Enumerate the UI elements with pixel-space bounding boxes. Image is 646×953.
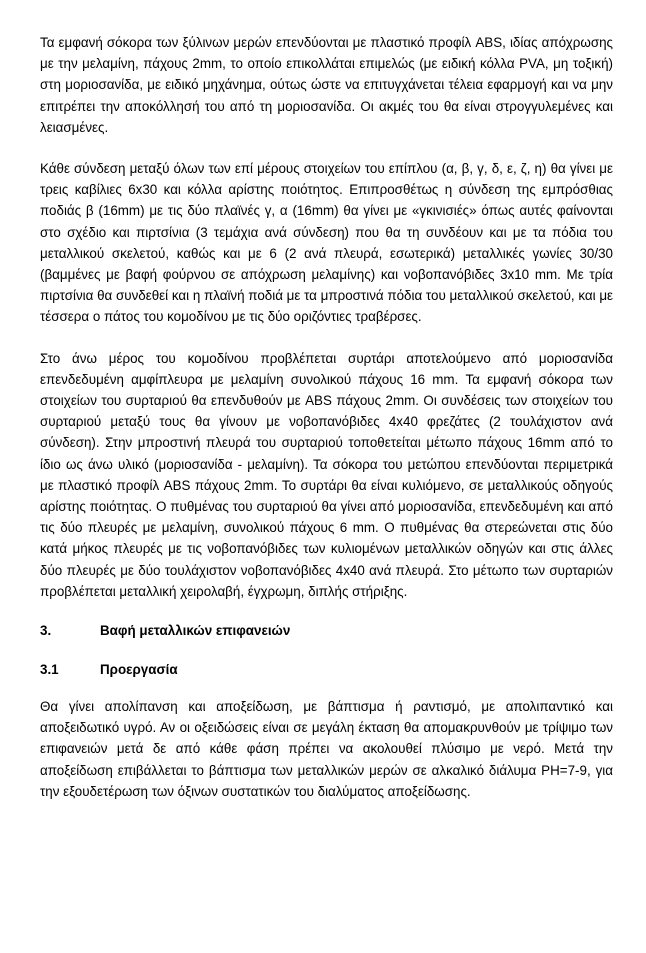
document-page (40, 32, 613, 802)
subsection-number: 3.1 (40, 662, 59, 678)
paragraph-abs-edging: Τα εμφανή σόκορα των ξύλινων μερών επενδύονται με πλαστικό προφίλ ABS, ιδίας απόχρωσης με την μελαμίνη, πάχους 2mm, το οποίο επικολλάται επιμελώς (με ειδική κόλλα PVA, μη τοξική) στη μοριοσανίδα, με ειδικό μηχάνημα, ούτως ώστε να επιτυγχάνεται τέλεια εφαρμογή και να μην επιτρέπει την αποκόλλησή του από τη μοριοσανίδα. Οι ακμές του θα είναι στρογγυλεμένες και λειασμένες. (40, 35, 613, 135)
subsection-heading (40, 659, 613, 680)
paragraph-preparation: Θα γίνει απολίπανση και αποξείδωση, με βάπτισμα ή ραντισμό, με απολιπαντικό και αποξειδωτικό υγρό. Αν οι οξειδώσεις είναι σε μεγάλη έκταση θα απομακρυνθούν με τρίψιμο των επιφανειών μετά δε από κάθε φάση πρέπει να ακολουθεί πλύσιμο με νερό. Μετά την αποξείδωση επιβάλλεται το βάπτισμα των μεταλλικών μερών σε αλκαλικό διάλυμα PH=7-9, για την εξουδετέρωση των όξινων συστατικών του διαλύματος αποξείδωσης. (40, 699, 613, 799)
section-heading (40, 620, 613, 641)
subsection-title: Προεργασία (100, 662, 178, 678)
section-title: Βαφή μεταλλικών επιφανειών (100, 623, 291, 639)
paragraph-joints: Κάθε σύνδεση μεταξύ όλων των επί μέρους στοιχείων του επίπλου (α, β, γ, δ, ε, ζ, η) θα γίνει με τρεις καβίλιες 6x30 και κόλλα αρίστης ποιότητος. Επιπροσθέτως η σύνδεση της εμπρόσθιας ποδιάς β (16mm) με τις δύο πλαϊνές γ, α (16mm) θα γίνει με «γκινισιές» όπως αυτές φαίνονται στο σχέδιο και πιρτσίνια (3 τεμάχια ανά σύνδεση) που θα τη συνδέουν και με τα πόδια του μεταλλικού σκελετού, καθώς και με 6 (2 ανά πλευρά, εσωτερικά) μεταλλικές γωνίες 30/30 (βαμμένες με βαφή φούρνου σε απόχρωση μελαμίνης) και νοβοπανόβιδες 3x10 mm. Με τρία πιρτσίνια θα συνδεθεί και η πλαϊνή ποδιά με τα μπροστινά πόδια του μεταλλικού σκελετού, και με τέσσερα ο πάτος του κομοδίνου με τις δύο οριζόντιες τραβέρσες. (40, 161, 613, 325)
section-number: 3. (40, 623, 52, 639)
paragraph-drawer: Στο άνω μέρος του κομοδίνου προβλέπεται συρτάρι αποτελούμενο από μοριοσανίδα επενδεδυμένη αμφίπλευρα με μελαμίνη συνολικού πάχους 16 mm. Τα εμφανή σόκορα των στοιχείων του συρταριού θα επενδυθούν με ABS πάχους 2mm. Οι συνδέσεις των στοιχείων του συρταριού μεταξύ τους θα γίνουν με νοβοπανόβιδες 4x40 φρεζάτες (2 τουλάχιστον ανά σύνδεση). Στην μπροστινή πλευρά του συρταριού τοποθετείται μέτωπο πάχους 16mm από το ίδιο ως άνω υλικό (μοριοσανίδα - μελαμίνη). Τα σόκορα του μετώπου επενδύονται περιμετρικά με πλαστικό προφίλ ABS πάχους 2mm. Το συρτάρι θα είναι κυλιόμενο, σε μεταλλικούς οδηγούς αρίστης ποιότητας. Ο πυθμένας του συρταριού θα γίνει από μοριοσανίδα, επενδεδυμένη και από τις δύο πλευρές με μελαμίνη, συνολικού πάχους 6 mm. Ο πυθμένας θα στερεώνεται στις δύο κατά μήκος πλευρές με τις νοβοπανόβιδες των κυλιομένων μεταλλικών οδηγών και στις άλλες δύο πλευρές με δύο τουλάχιστον νοβοπανόβιδες 4x40 ανά πλευρά. Στο μέτωπο των συρταριών προβλέπεται μεταλλική χειρολαβή, έγχρωμη, διπλής στήριξης. (40, 350, 613, 599)
